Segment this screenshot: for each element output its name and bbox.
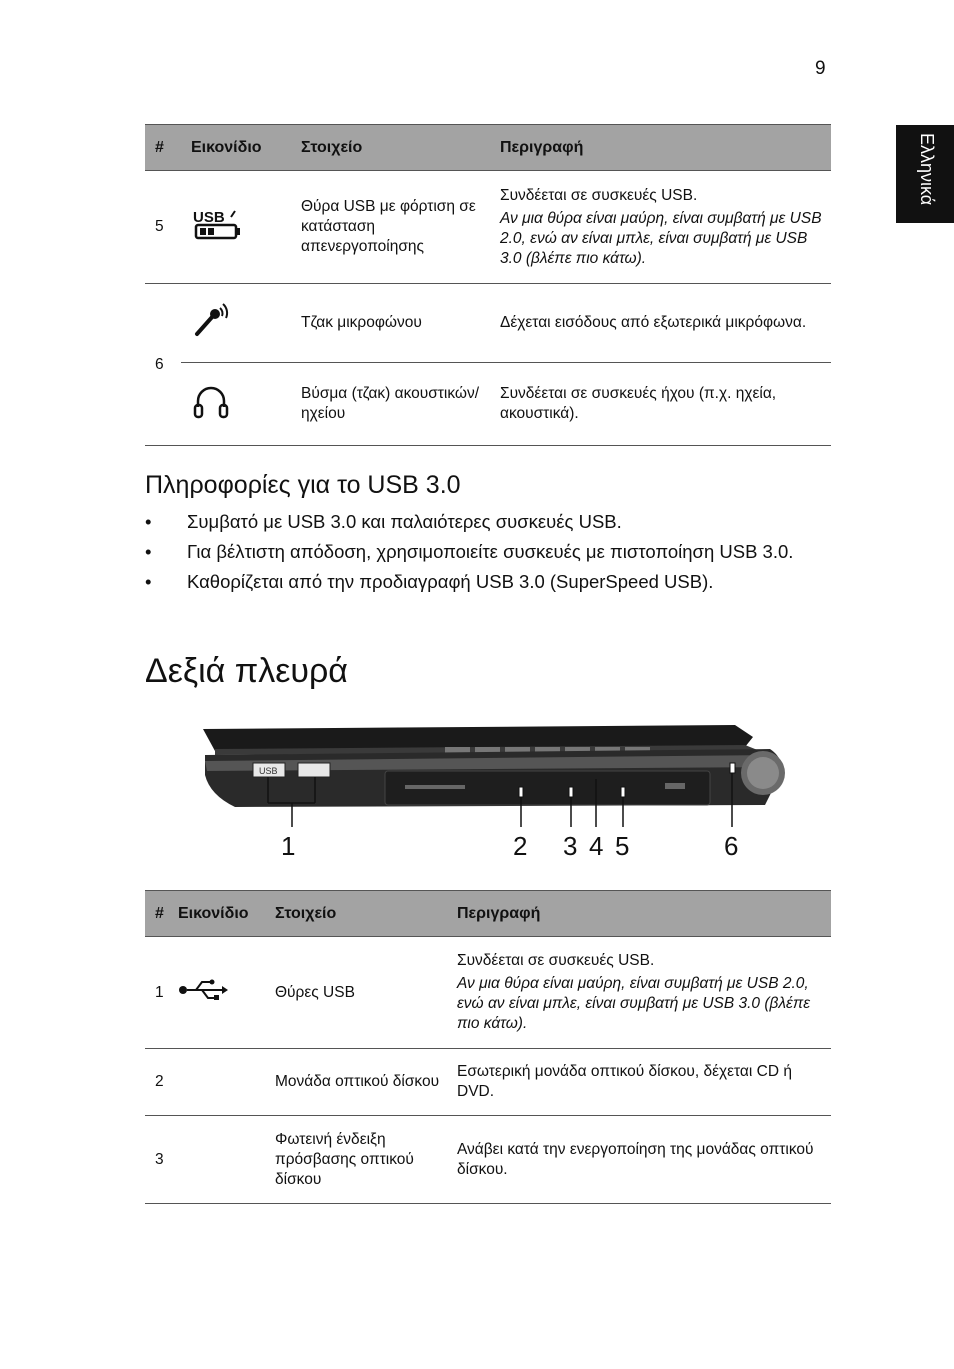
usb3-section-title: Πληροφορίες για το USB 3.0 [145, 471, 461, 499]
headphones-icon [181, 363, 291, 446]
header-description: Περιγραφή [447, 891, 831, 937]
row-num: 6 [145, 284, 181, 446]
description-text: Συνδέεται σε συσκευές USB. [457, 952, 655, 969]
row-description [490, 171, 831, 284]
list-item: • Για βέλτιστη απόδοση, χρησιμοποιείτε συσκευές με πιστοποίηση USB 3.0. [145, 540, 835, 564]
callout-4: 4 [589, 831, 604, 861]
description-text: Συνδέεται σε συσκευές USB. [500, 186, 698, 204]
list-item: • Συμβατό με USB 3.0 και παλαιότερες συσκευές USB. [145, 510, 835, 534]
microphone-icon [181, 284, 291, 363]
ports-table-top [145, 124, 831, 446]
callout-5: 5 [615, 831, 630, 861]
row-icon-empty [168, 1049, 265, 1116]
row-description: Ανάβει κατά την ενεργοποίηση της μονάδας οπτικού δίσκου. [447, 1116, 831, 1204]
callout-1: 1 [281, 831, 296, 861]
row-num: 5 [145, 171, 181, 284]
callout-3: 3 [563, 831, 578, 861]
table-header-row [145, 891, 831, 937]
usb-charge-icon [181, 171, 291, 284]
row-description: Δέχεται εισόδους από εξωτερικά μικρόφωνα. [490, 284, 831, 363]
callout-6: 6 [724, 831, 739, 861]
laptop-right-side-illustration [175, 715, 795, 880]
table-row [145, 937, 831, 1049]
row-description [447, 937, 831, 1049]
page-number: 9 [815, 58, 826, 79]
table-row [145, 171, 831, 284]
row-num: 3 [145, 1116, 168, 1204]
row-item: Μονάδα οπτικού δίσκου [265, 1049, 447, 1116]
table-row [145, 1116, 831, 1204]
header-icon: Εικονίδιο [168, 891, 265, 937]
row-item: Φωτεινή ένδειξη πρόσβασης οπτικού δίσκου [265, 1116, 447, 1204]
language-tab [896, 125, 954, 223]
table-row [145, 284, 831, 363]
row-item: Θύρες USB [265, 937, 447, 1049]
callout-2: 2 [513, 831, 528, 861]
description-note: Αν μια θύρα είναι μαύρη, είναι συμβατή με USB 2.0, ενώ αν είναι μπλε, είναι συμβατή με USB 3.0 (βλέπε πιο κάτω). [457, 975, 811, 1032]
header-num: # [145, 125, 181, 171]
list-item: • Καθορίζεται από την προδιαγραφή USB 3.0 (SuperSpeed USB). [145, 570, 835, 594]
usb-icon [168, 937, 265, 1049]
row-description: Εσωτερική μονάδα οπτικού δίσκου, δέχεται CD ή DVD. [447, 1049, 831, 1116]
right-side-title: Δεξιά πλευρά [145, 652, 348, 690]
description-note: Αν μια θύρα είναι μαύρη, είναι συμβατή με USB 2.0, ενώ αν είναι μπλε, είναι συμβατή με USB 3.0 (βλέπε πιο κάτω). [500, 209, 822, 267]
header-item: Στοιχείο [291, 125, 490, 171]
row-num: 2 [145, 1049, 168, 1116]
header-icon: Εικονίδιο [181, 125, 291, 171]
usb3-bullet-list [145, 510, 835, 600]
row-description: Συνδέεται σε συσκευές ήχου (π.χ. ηχεία, ακουστικά). [490, 363, 831, 446]
row-item: Τζακ μικροφώνου [291, 284, 490, 363]
usb-port-label: USB [259, 766, 278, 776]
table-header-row [145, 125, 831, 171]
table-row [145, 363, 831, 446]
table-row [145, 1049, 831, 1116]
row-icon-empty [168, 1116, 265, 1204]
row-item: Βύσμα (τζακ) ακουστικών/ηχείου [291, 363, 490, 446]
ports-table-bottom [145, 890, 831, 1204]
header-num: # [145, 891, 168, 937]
svg-text:USB: USB [193, 209, 225, 226]
header-item: Στοιχείο [265, 891, 447, 937]
row-item: Θύρα USB με φόρτιση σε κατάσταση απενεργοποίησης [291, 171, 490, 284]
language-tab-label: Ελληνικά [917, 133, 937, 206]
header-description: Περιγραφή [490, 125, 831, 171]
row-num: 1 [145, 937, 168, 1049]
